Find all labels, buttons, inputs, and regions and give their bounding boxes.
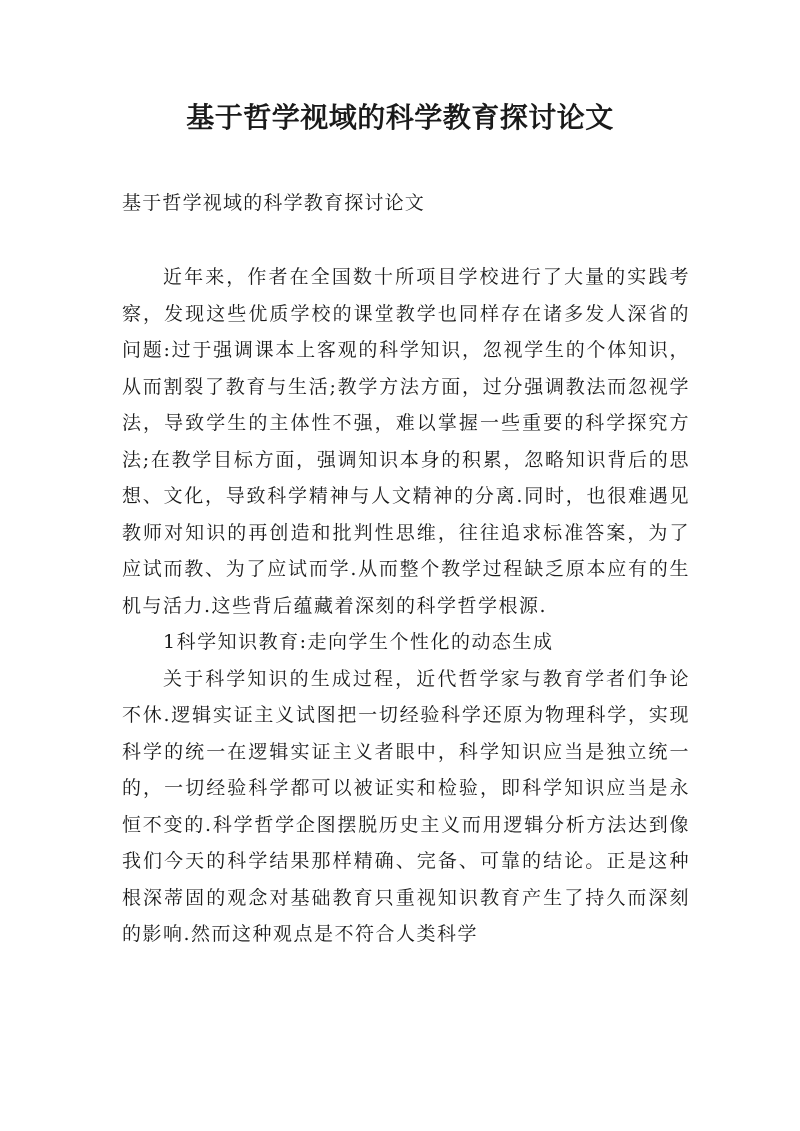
body-paragraph: 关于科学知识的生成过程，近代哲学家与教育学者们争论不休.逻辑实证主义试图把一切经验科学还原为物理科学，实现科学的统一在逻辑实证主义者眼中，科学知识应当是独立统一的，一切经验科学都可以被证实和检验，即科学知识应当是永恒不变的.科学哲学企图摆脱历史主义而用逻辑分析方法达到像我们今天的科学结果那样精确、完备、可靠的结论。正是这种根深蒂固的观念对基础教育只重视知识教育产生了持久而深刻的影响.然而这种观点是不符合人类科学 xyxy=(122,667,690,945)
document-body xyxy=(122,259,690,953)
section-heading: 1科学知识教育:走向学生个性化的动态生成 xyxy=(163,631,554,653)
document-title: 基于哲学视域的科学教育探讨论文 xyxy=(186,101,614,134)
body-paragraph: 近年来，作者在全国数十所项目学校进行了大量的实践考察，发现这些优质学校的课堂教学也同样存在诸多发人深省的问题:过于强调课本上客观的科学知识，忽视学生的个体知识，从而割裂了教育与生活;教学方法方面，过分强调教法而忽视学法，导致学生的主体性不强，难以掌握一些重要的科学探究方法;在教学目标方面，强调知识本身的积累，忽略知识背后的思想、文化，导致科学精神与人文精神的分离.同时，也很难遇见教师对知识的再创造和批判性思维，往往追求标准答案，为了应试而教、为了应试而学.从而整个教学过程缺乏原本应有的生机与活力.这些背后蕴藏着深刻的科学哲学根源. xyxy=(122,266,690,617)
document-subtitle: 基于哲学视域的科学教育探讨论文 xyxy=(122,192,426,214)
